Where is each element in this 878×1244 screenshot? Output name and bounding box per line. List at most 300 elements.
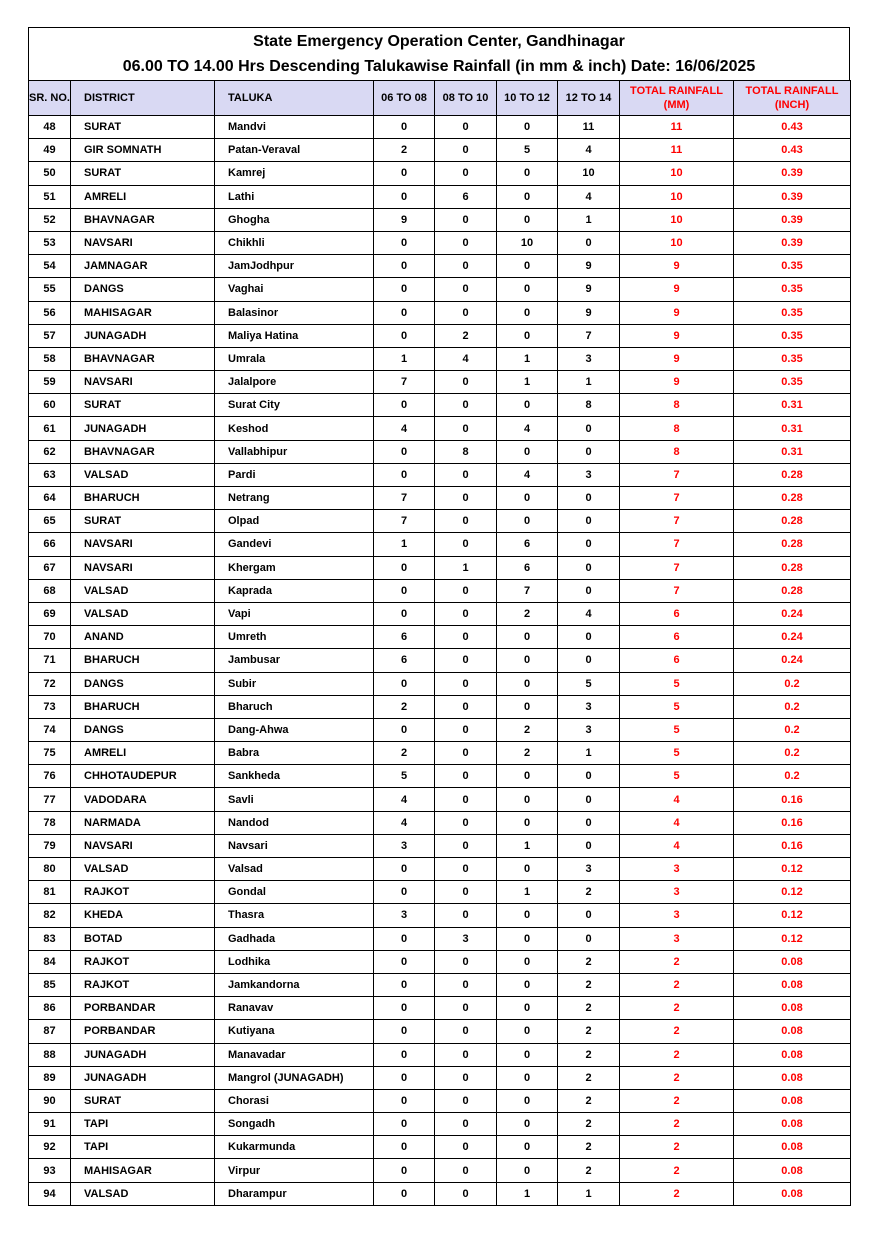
cell-district: JUNAGADH [71, 1066, 215, 1089]
cell-total-mm: 7 [620, 487, 734, 510]
cell-sr-no: 59 [29, 371, 71, 394]
cell-12-to-14: 0 [558, 927, 620, 950]
cell-10-to-12: 0 [497, 394, 558, 417]
cell-taluka: Patan-Veraval [215, 139, 374, 162]
cell-total-mm: 2 [620, 1066, 734, 1089]
cell-taluka: Manavadar [215, 1043, 374, 1066]
cell-06-to-08: 0 [374, 185, 435, 208]
cell-12-to-14: 0 [558, 440, 620, 463]
cell-total-mm: 2 [620, 1136, 734, 1159]
cell-08-to-10: 0 [435, 695, 497, 718]
table-row [29, 997, 851, 1020]
cell-sr-no: 63 [29, 463, 71, 486]
cell-06-to-08: 0 [374, 1066, 435, 1089]
cell-08-to-10: 0 [435, 371, 497, 394]
cell-district: RAJKOT [71, 973, 215, 996]
table-row [29, 742, 851, 765]
cell-total-mm: 11 [620, 116, 734, 139]
cell-12-to-14: 0 [558, 487, 620, 510]
cell-10-to-12: 0 [497, 162, 558, 185]
table-row [29, 973, 851, 996]
cell-sr-no: 71 [29, 649, 71, 672]
cell-06-to-08: 2 [374, 695, 435, 718]
cell-total-inch: 0.2 [734, 765, 851, 788]
cell-district: JUNAGADH [71, 417, 215, 440]
cell-total-inch: 0.16 [734, 811, 851, 834]
cell-06-to-08: 0 [374, 718, 435, 741]
cell-10-to-12: 7 [497, 579, 558, 602]
cell-taluka: Kamrej [215, 162, 374, 185]
cell-12-to-14: 3 [558, 858, 620, 881]
cell-taluka: Jamkandorna [215, 973, 374, 996]
cell-10-to-12: 0 [497, 950, 558, 973]
cell-total-mm: 3 [620, 927, 734, 950]
cell-06-to-08: 0 [374, 950, 435, 973]
cell-06-to-08: 0 [374, 1136, 435, 1159]
cell-taluka: Ranavav [215, 997, 374, 1020]
cell-total-inch: 0.12 [734, 881, 851, 904]
cell-08-to-10: 0 [435, 1089, 497, 1112]
cell-total-mm: 3 [620, 858, 734, 881]
cell-taluka: Thasra [215, 904, 374, 927]
cell-total-mm: 6 [620, 649, 734, 672]
cell-taluka: Keshod [215, 417, 374, 440]
cell-sr-no: 65 [29, 510, 71, 533]
cell-06-to-08: 0 [374, 973, 435, 996]
table-row [29, 185, 851, 208]
cell-total-mm: 8 [620, 417, 734, 440]
cell-taluka: Dharampur [215, 1182, 374, 1205]
header-08-to-10: 08 TO 10 [435, 81, 497, 116]
cell-10-to-12: 0 [497, 440, 558, 463]
cell-district: ANAND [71, 626, 215, 649]
cell-sr-no: 48 [29, 116, 71, 139]
table-row [29, 1043, 851, 1066]
cell-total-inch: 0.08 [734, 1089, 851, 1112]
table-row [29, 904, 851, 927]
cell-total-inch: 0.35 [734, 347, 851, 370]
table-row [29, 162, 851, 185]
table-row [29, 811, 851, 834]
cell-06-to-08: 0 [374, 858, 435, 881]
cell-10-to-12: 0 [497, 1043, 558, 1066]
cell-district: VALSAD [71, 858, 215, 881]
table-row [29, 1066, 851, 1089]
cell-district: PORBANDAR [71, 1020, 215, 1043]
cell-total-mm: 2 [620, 1182, 734, 1205]
cell-sr-no: 82 [29, 904, 71, 927]
header-12-to-14: 12 TO 14 [558, 81, 620, 116]
cell-08-to-10: 0 [435, 1159, 497, 1182]
cell-10-to-12: 0 [497, 997, 558, 1020]
cell-district: GIR SOMNATH [71, 139, 215, 162]
cell-district: JUNAGADH [71, 1043, 215, 1066]
cell-08-to-10: 0 [435, 765, 497, 788]
cell-sr-no: 55 [29, 278, 71, 301]
cell-sr-no: 54 [29, 255, 71, 278]
cell-sr-no: 88 [29, 1043, 71, 1066]
cell-08-to-10: 8 [435, 440, 497, 463]
cell-12-to-14: 2 [558, 997, 620, 1020]
cell-taluka: Chorasi [215, 1089, 374, 1112]
cell-taluka: Vallabhipur [215, 440, 374, 463]
cell-district: MAHISAGAR [71, 1159, 215, 1182]
cell-08-to-10: 0 [435, 742, 497, 765]
cell-12-to-14: 2 [558, 1089, 620, 1112]
cell-12-to-14: 1 [558, 742, 620, 765]
table-row [29, 463, 851, 486]
cell-taluka: Kaprada [215, 579, 374, 602]
cell-06-to-08: 0 [374, 881, 435, 904]
cell-12-to-14: 7 [558, 324, 620, 347]
cell-sr-no: 67 [29, 556, 71, 579]
cell-sr-no: 70 [29, 626, 71, 649]
table-row [29, 556, 851, 579]
cell-taluka: Gadhada [215, 927, 374, 950]
cell-sr-no: 52 [29, 208, 71, 231]
cell-sr-no: 83 [29, 927, 71, 950]
cell-total-mm: 5 [620, 765, 734, 788]
cell-12-to-14: 2 [558, 1066, 620, 1089]
rainfall-report [28, 27, 850, 1206]
cell-10-to-12: 0 [497, 255, 558, 278]
cell-06-to-08: 6 [374, 626, 435, 649]
cell-taluka: Babra [215, 742, 374, 765]
table-row [29, 278, 851, 301]
cell-total-mm: 7 [620, 533, 734, 556]
table-row [29, 1020, 851, 1043]
cell-taluka: Valsad [215, 858, 374, 881]
cell-10-to-12: 0 [497, 301, 558, 324]
cell-sr-no: 72 [29, 672, 71, 695]
cell-08-to-10: 4 [435, 347, 497, 370]
cell-total-mm: 10 [620, 231, 734, 254]
cell-district: VADODARA [71, 788, 215, 811]
cell-district: RAJKOT [71, 950, 215, 973]
cell-total-inch: 0.43 [734, 116, 851, 139]
cell-sr-no: 80 [29, 858, 71, 881]
cell-total-inch: 0.24 [734, 649, 851, 672]
cell-12-to-14: 4 [558, 602, 620, 625]
cell-total-mm: 2 [620, 950, 734, 973]
cell-taluka: Savli [215, 788, 374, 811]
cell-10-to-12: 0 [497, 649, 558, 672]
cell-06-to-08: 0 [374, 116, 435, 139]
cell-sr-no: 66 [29, 533, 71, 556]
cell-08-to-10: 0 [435, 1043, 497, 1066]
cell-10-to-12: 0 [497, 788, 558, 811]
cell-08-to-10: 0 [435, 834, 497, 857]
cell-district: VALSAD [71, 1182, 215, 1205]
cell-total-inch: 0.08 [734, 1043, 851, 1066]
cell-total-inch: 0.08 [734, 1066, 851, 1089]
table-row [29, 950, 851, 973]
cell-total-inch: 0.28 [734, 487, 851, 510]
cell-district: BHAVNAGAR [71, 208, 215, 231]
cell-sr-no: 68 [29, 579, 71, 602]
cell-total-inch: 0.35 [734, 255, 851, 278]
cell-total-inch: 0.2 [734, 718, 851, 741]
cell-06-to-08: 0 [374, 579, 435, 602]
table-row [29, 695, 851, 718]
cell-total-mm: 2 [620, 997, 734, 1020]
cell-06-to-08: 2 [374, 139, 435, 162]
cell-taluka: Vaghai [215, 278, 374, 301]
cell-total-mm: 9 [620, 347, 734, 370]
cell-taluka: JamJodhpur [215, 255, 374, 278]
cell-08-to-10: 6 [435, 185, 497, 208]
cell-total-mm: 9 [620, 324, 734, 347]
cell-total-inch: 0.16 [734, 788, 851, 811]
cell-12-to-14: 0 [558, 626, 620, 649]
cell-12-to-14: 3 [558, 695, 620, 718]
cell-district: NARMADA [71, 811, 215, 834]
table-row [29, 231, 851, 254]
cell-10-to-12: 2 [497, 742, 558, 765]
cell-sr-no: 87 [29, 1020, 71, 1043]
cell-08-to-10: 0 [435, 255, 497, 278]
cell-10-to-12: 4 [497, 463, 558, 486]
cell-district: NAVSARI [71, 371, 215, 394]
cell-06-to-08: 0 [374, 231, 435, 254]
cell-sr-no: 93 [29, 1159, 71, 1182]
cell-08-to-10: 0 [435, 579, 497, 602]
cell-district: DANGS [71, 278, 215, 301]
cell-district: AMRELI [71, 742, 215, 765]
cell-total-inch: 0.28 [734, 463, 851, 486]
cell-total-inch: 0.35 [734, 324, 851, 347]
cell-10-to-12: 0 [497, 1066, 558, 1089]
cell-total-inch: 0.35 [734, 301, 851, 324]
cell-district: CHHOTAUDEPUR [71, 765, 215, 788]
cell-taluka: Mandvi [215, 116, 374, 139]
cell-12-to-14: 2 [558, 1159, 620, 1182]
table-row [29, 371, 851, 394]
cell-08-to-10: 0 [435, 904, 497, 927]
cell-06-to-08: 0 [374, 463, 435, 486]
cell-06-to-08: 0 [374, 927, 435, 950]
cell-06-to-08: 4 [374, 811, 435, 834]
cell-district: SURAT [71, 1089, 215, 1112]
cell-sr-no: 73 [29, 695, 71, 718]
cell-district: VALSAD [71, 579, 215, 602]
cell-sr-no: 64 [29, 487, 71, 510]
cell-sr-no: 91 [29, 1113, 71, 1136]
cell-12-to-14: 1 [558, 208, 620, 231]
cell-10-to-12: 0 [497, 185, 558, 208]
cell-08-to-10: 0 [435, 417, 497, 440]
cell-taluka: Bharuch [215, 695, 374, 718]
table-row [29, 718, 851, 741]
cell-sr-no: 85 [29, 973, 71, 996]
cell-total-mm: 7 [620, 556, 734, 579]
cell-10-to-12: 0 [497, 116, 558, 139]
cell-10-to-12: 0 [497, 973, 558, 996]
cell-06-to-08: 6 [374, 649, 435, 672]
cell-08-to-10: 0 [435, 811, 497, 834]
cell-taluka: Surat City [215, 394, 374, 417]
cell-taluka: Mangrol (JUNAGADH) [215, 1066, 374, 1089]
cell-10-to-12: 1 [497, 371, 558, 394]
cell-taluka: Lodhika [215, 950, 374, 973]
cell-12-to-14: 0 [558, 510, 620, 533]
cell-10-to-12: 2 [497, 602, 558, 625]
table-row [29, 1113, 851, 1136]
cell-total-mm: 10 [620, 208, 734, 231]
table-row [29, 626, 851, 649]
cell-total-mm: 9 [620, 371, 734, 394]
cell-06-to-08: 0 [374, 672, 435, 695]
cell-08-to-10: 0 [435, 487, 497, 510]
cell-total-inch: 0.24 [734, 602, 851, 625]
cell-sr-no: 53 [29, 231, 71, 254]
cell-06-to-08: 7 [374, 371, 435, 394]
cell-06-to-08: 0 [374, 1113, 435, 1136]
cell-08-to-10: 0 [435, 858, 497, 881]
cell-total-inch: 0.35 [734, 371, 851, 394]
cell-total-mm: 7 [620, 463, 734, 486]
cell-taluka: Jambusar [215, 649, 374, 672]
cell-sr-no: 86 [29, 997, 71, 1020]
cell-08-to-10: 0 [435, 1136, 497, 1159]
cell-total-mm: 4 [620, 811, 734, 834]
cell-total-inch: 0.08 [734, 1136, 851, 1159]
table-row [29, 927, 851, 950]
cell-total-mm: 5 [620, 718, 734, 741]
cell-12-to-14: 5 [558, 672, 620, 695]
cell-district: BOTAD [71, 927, 215, 950]
cell-total-mm: 6 [620, 602, 734, 625]
table-row [29, 834, 851, 857]
table-row [29, 579, 851, 602]
cell-total-inch: 0.39 [734, 231, 851, 254]
cell-district: BHARUCH [71, 487, 215, 510]
table-row [29, 765, 851, 788]
cell-12-to-14: 3 [558, 347, 620, 370]
cell-total-mm: 3 [620, 904, 734, 927]
cell-district: BHAVNAGAR [71, 440, 215, 463]
cell-06-to-08: 0 [374, 278, 435, 301]
cell-district: TAPI [71, 1113, 215, 1136]
cell-total-inch: 0.39 [734, 162, 851, 185]
cell-06-to-08: 4 [374, 788, 435, 811]
cell-total-mm: 2 [620, 1159, 734, 1182]
table-row [29, 139, 851, 162]
cell-10-to-12: 4 [497, 417, 558, 440]
cell-06-to-08: 0 [374, 997, 435, 1020]
cell-06-to-08: 3 [374, 834, 435, 857]
cell-total-mm: 7 [620, 579, 734, 602]
cell-12-to-14: 9 [558, 255, 620, 278]
cell-sr-no: 74 [29, 718, 71, 741]
cell-taluka: Pardi [215, 463, 374, 486]
header-06-to-08: 06 TO 08 [374, 81, 435, 116]
cell-10-to-12: 0 [497, 695, 558, 718]
cell-taluka: Lathi [215, 185, 374, 208]
cell-total-inch: 0.24 [734, 626, 851, 649]
cell-total-inch: 0.31 [734, 440, 851, 463]
cell-sr-no: 61 [29, 417, 71, 440]
cell-district: PORBANDAR [71, 997, 215, 1020]
cell-12-to-14: 4 [558, 185, 620, 208]
cell-district: TAPI [71, 1136, 215, 1159]
cell-district: AMRELI [71, 185, 215, 208]
table-row [29, 255, 851, 278]
cell-total-inch: 0.08 [734, 1113, 851, 1136]
cell-08-to-10: 2 [435, 324, 497, 347]
cell-08-to-10: 0 [435, 231, 497, 254]
cell-district: SURAT [71, 116, 215, 139]
cell-12-to-14: 4 [558, 139, 620, 162]
cell-08-to-10: 0 [435, 997, 497, 1020]
cell-06-to-08: 7 [374, 487, 435, 510]
cell-08-to-10: 1 [435, 556, 497, 579]
cell-06-to-08: 0 [374, 440, 435, 463]
report-subtitle: 06.00 TO 14.00 Hrs Descending Talukawise Rainfall (in mm & inch) Date: 16/06/2025 [122, 58, 756, 75]
cell-06-to-08: 4 [374, 417, 435, 440]
header-total-mm: TOTAL RAINFALL (MM) [620, 81, 734, 116]
cell-district: NAVSARI [71, 533, 215, 556]
cell-sr-no: 50 [29, 162, 71, 185]
cell-06-to-08: 3 [374, 904, 435, 927]
table-row [29, 208, 851, 231]
cell-total-inch: 0.39 [734, 208, 851, 231]
cell-10-to-12: 0 [497, 858, 558, 881]
cell-12-to-14: 0 [558, 834, 620, 857]
cell-08-to-10: 0 [435, 116, 497, 139]
cell-12-to-14: 2 [558, 973, 620, 996]
cell-06-to-08: 0 [374, 1182, 435, 1205]
cell-06-to-08: 1 [374, 347, 435, 370]
cell-district: NAVSARI [71, 231, 215, 254]
cell-total-mm: 8 [620, 440, 734, 463]
cell-district: JAMNAGAR [71, 255, 215, 278]
cell-10-to-12: 0 [497, 208, 558, 231]
cell-10-to-12: 10 [497, 231, 558, 254]
cell-taluka: Gondal [215, 881, 374, 904]
cell-12-to-14: 0 [558, 579, 620, 602]
cell-10-to-12: 0 [497, 672, 558, 695]
cell-sr-no: 57 [29, 324, 71, 347]
cell-10-to-12: 2 [497, 718, 558, 741]
cell-sr-no: 94 [29, 1182, 71, 1205]
header-district: DISTRICT [71, 81, 215, 116]
cell-10-to-12: 0 [497, 626, 558, 649]
cell-10-to-12: 0 [497, 811, 558, 834]
cell-district: SURAT [71, 162, 215, 185]
cell-sr-no: 62 [29, 440, 71, 463]
cell-total-mm: 9 [620, 278, 734, 301]
cell-06-to-08: 0 [374, 1089, 435, 1112]
cell-taluka: Chikhli [215, 231, 374, 254]
cell-district: SURAT [71, 510, 215, 533]
cell-08-to-10: 0 [435, 718, 497, 741]
cell-10-to-12: 1 [497, 834, 558, 857]
cell-06-to-08: 0 [374, 1043, 435, 1066]
cell-total-inch: 0.28 [734, 510, 851, 533]
cell-taluka: Khergam [215, 556, 374, 579]
cell-sr-no: 81 [29, 881, 71, 904]
cell-sr-no: 75 [29, 742, 71, 765]
cell-sr-no: 77 [29, 788, 71, 811]
cell-district: KHEDA [71, 904, 215, 927]
cell-total-mm: 3 [620, 881, 734, 904]
cell-total-inch: 0.08 [734, 950, 851, 973]
table-row [29, 417, 851, 440]
cell-08-to-10: 0 [435, 162, 497, 185]
cell-10-to-12: 1 [497, 347, 558, 370]
table-row [29, 440, 851, 463]
